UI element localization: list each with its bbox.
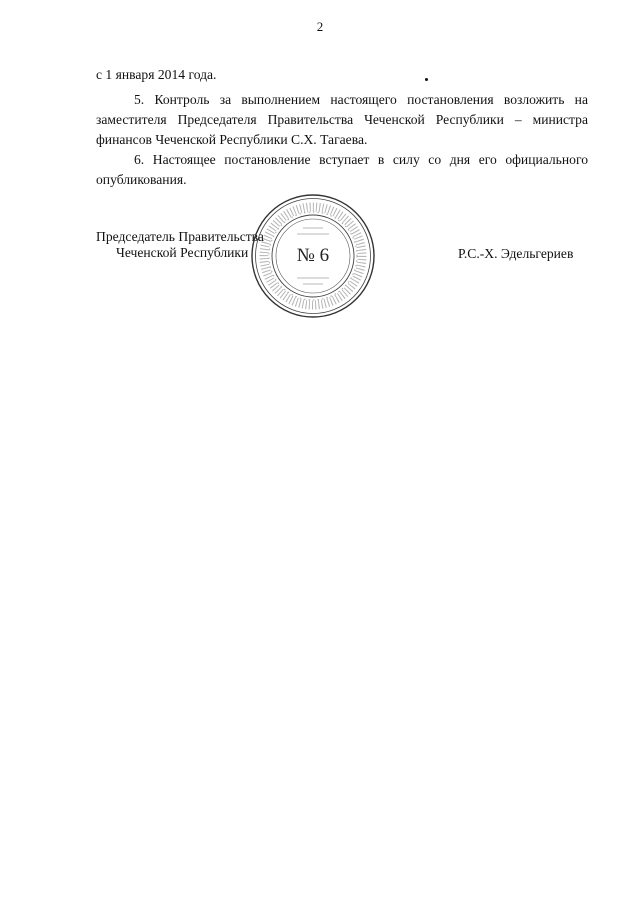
stray-mark — [425, 78, 428, 81]
seal-number: № 6 — [296, 245, 330, 266]
paragraph-6-text: 6. Настоящее постановление вступает в силу со дня его официального опубликования. — [96, 152, 588, 187]
signatory-title-line1: Председатель Правительства — [96, 229, 264, 244]
paragraph-5-text: 5. Контроль за выполнением настоящего постановления возложить на заместителя Председателя Правительства Чеченской Республики – министра финансов Чеченской Республики С.Х. Тагаева. — [96, 92, 588, 147]
paragraph-6 — [96, 150, 588, 190]
date-line: с 1 января 2014 года. — [96, 67, 217, 82]
signatory-title — [96, 229, 264, 261]
official-seal — [247, 192, 379, 320]
signatory-title-line2: Чеченской Республики — [116, 245, 249, 260]
paragraph-5 — [96, 90, 588, 150]
page-number: 2 — [316, 19, 324, 34]
signatory-name: Р.С.-Х. Эдельгериев — [458, 246, 574, 261]
